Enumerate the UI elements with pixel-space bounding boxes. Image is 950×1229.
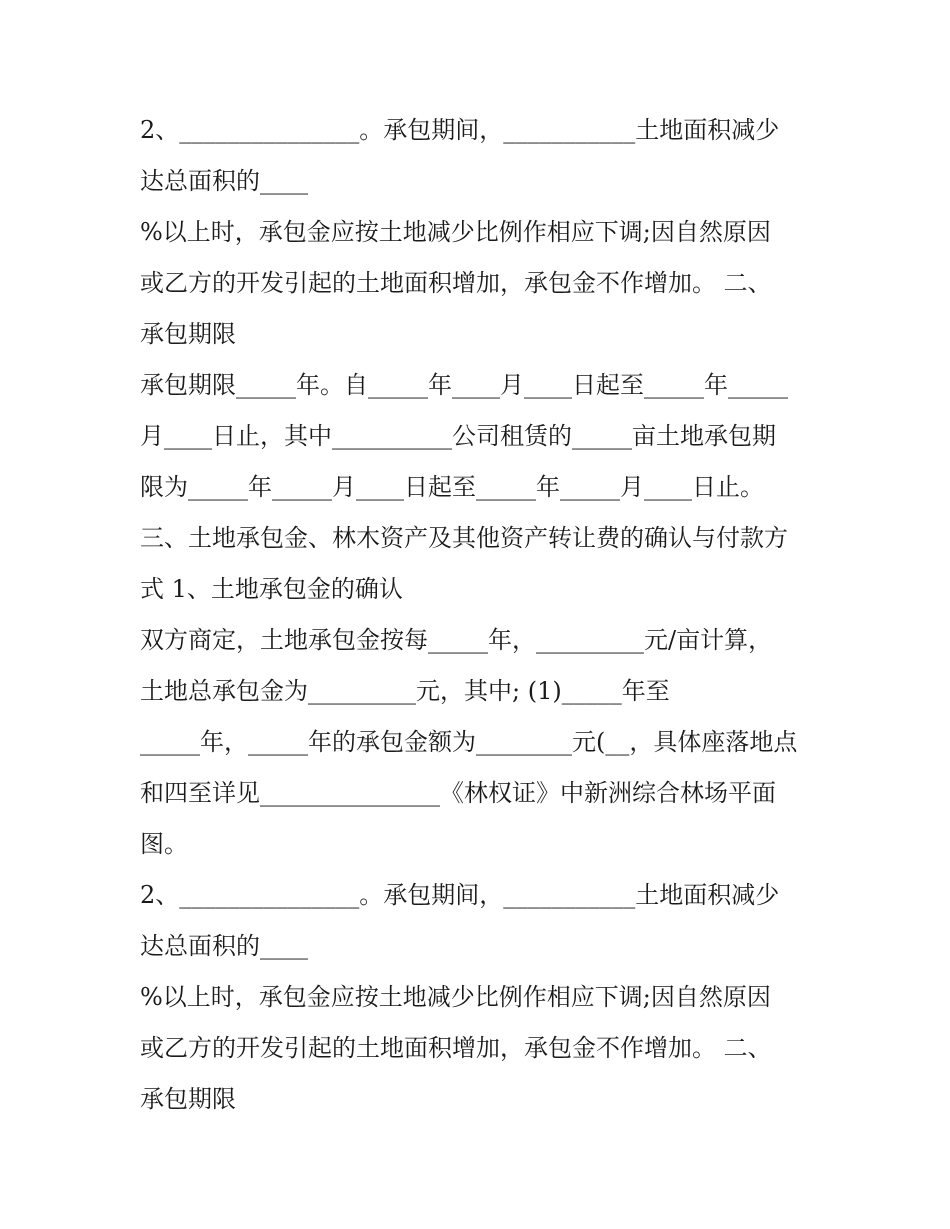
- text-line: 2、_______________。承包期间，___________土地面积减少: [140, 881, 780, 909]
- text-line: 或乙方的开发引起的土地面积增加，承包金不作增加。 二、: [140, 1034, 772, 1062]
- text-line: 承包期限: [140, 1085, 236, 1113]
- text-line: 达总面积的____: [140, 167, 308, 195]
- text-line: 达总面积的____: [140, 932, 308, 960]
- text-line: 土地总承包金为_________元，其中; (1)_____年至: [140, 677, 670, 705]
- text-line: %以上时，承包金应按土地减少比例作相应下调;因自然原因: [140, 983, 771, 1011]
- text-line: _____年，_____年的承包金额为________元(__，具体座落地点: [140, 728, 798, 756]
- text-line: 式 1、土地承包金的确认: [140, 575, 403, 603]
- text-line: 承包期限_____年。自_____年____月____日起至_____年_____: [140, 371, 788, 399]
- text-line: 限为_____年_____月____日起至_____年_____月____日止。: [140, 473, 764, 501]
- text-line: 双方商定，土地承包金按每_____年，_________元/亩计算，: [140, 626, 773, 654]
- text-line: 承包期限: [140, 320, 236, 348]
- text-line: 或乙方的开发引起的土地面积增加，承包金不作增加。 二、: [140, 269, 772, 297]
- text-line: 和四至详见_______________《林权证》中新洲综合林场平面: [140, 779, 776, 807]
- text-line: 2、_______________。承包期间，___________土地面积减少: [140, 116, 780, 144]
- text-line: %以上时，承包金应按土地减少比例作相应下调;因自然原因: [140, 218, 771, 246]
- text-line: 三、土地承包金、林木资产及其他资产转让费的确认与付款方: [140, 524, 788, 552]
- text-line: 图。: [140, 830, 188, 858]
- text-line: 月____日止，其中__________公司租赁的_____亩土地承包期: [140, 422, 776, 450]
